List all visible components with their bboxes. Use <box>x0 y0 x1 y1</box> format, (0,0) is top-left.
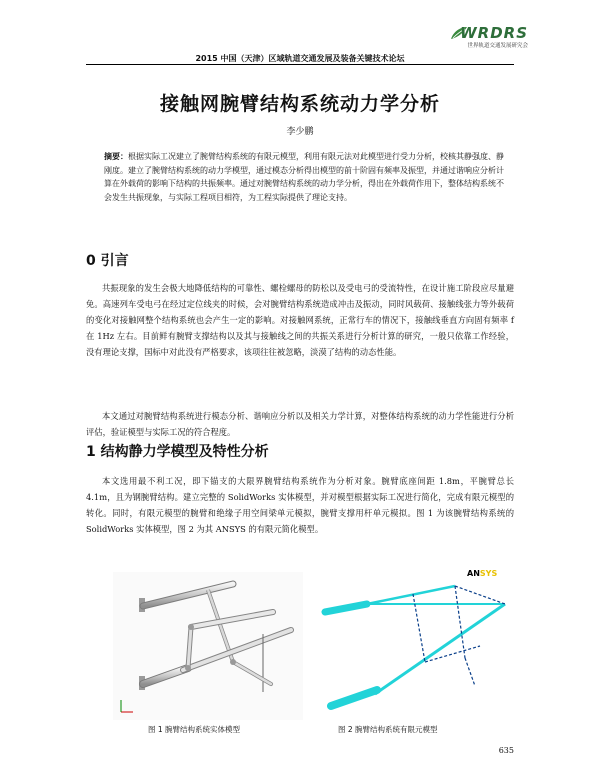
figure-1-caption: 图 1 腕臂结构系统实体模型 <box>148 725 241 734</box>
section-0-paragraph-2: 本文通过对腕臂结构系统进行模态分析、谐响应分析以及相关力学计算，对整体结构系统的动力学性能进行分析评估，验证模型与实际工况的符合程度。 <box>86 411 514 437</box>
page-number: 635 <box>498 746 514 755</box>
wrdrs-logo-subtitle: 世界轨道交通发展研究会 <box>467 43 528 49</box>
abstract-label: 摘要： <box>104 152 128 161</box>
figure-2-caption: 图 2 腕臂结构系统有限元模型 <box>338 725 438 734</box>
paper-title: 接触网腕臂结构系统动力学分析 <box>159 93 440 115</box>
figure-1-solid-model <box>113 572 303 720</box>
figure-2-fem-model <box>305 566 515 716</box>
wrdrs-logo: WRDRS <box>460 24 528 42</box>
section-1-paragraph-1: 本文选用最不利工况，即下锚支的大限界腕臂结构系统作为分析对象。腕臂底座间距 1.8m，平腕臂总长 4.1m，且为钢腕臂结构。建立完整的 SolidWorks 实体模型，并对模型根据实际工况进行简化，完成有限元模型的转化。同时，有限元模型的腕臂和绝缘子用空间梁单元模拟，腕臂支撑用杆单元模拟。图 1 为该腕臂结构系统的 SolidWorks 实体模型，图 2 为其 ANSYS 的有限元简化模型。 <box>86 476 514 534</box>
abstract-text: 根据实际工况建立了腕臂结构系统的有限元模型，利用有限元法对此模型进行受力分析，校核其静强度、静刚度。建立了腕臂结构系统的动力学模型，通过模态分析得出模型的前十阶固有频率及振型，并通过谐响应分析计算在外载荷的影响下结构的共振频率。通过对腕臂结构系统的动力学分析，得出在外载荷作用下，整体结构系统不会发生共振现象，与实际工程项目相符，为工程实际提供了理论支持。 <box>104 152 504 202</box>
ansys-logo: ANSYS <box>467 569 498 578</box>
paper-author: 李少鹏 <box>286 127 314 137</box>
running-head: 2015 中国（天津）区域轨道交通发展及装备关键技术论坛 <box>195 54 405 63</box>
abstract <box>104 150 504 204</box>
section-heading-introduction: 0 引言 <box>86 253 129 269</box>
section-0-paragraph-1: 共振现象的发生会极大地降低结构的可靠性、螺栓螺母的防松以及受电弓的受流特性，在设计施工阶段应尽量避免。高速列车受电弓在经过定位线夹的时候，会对腕臂结构系统造成冲击及振动，同时风载荷、接触线张力等外载荷的变化对接触网整个结构系统也会产生一定的影响。对接触网系统，正常行车的情况下，接触线垂直方向固有频率 f 在 1Hz 左右。目前鲜有腕臂支撑结构以及其与接触线之间的共振关系进行分析计算的研究，一般只依靠工作经验，没有理论支撑，国标中对此没有严格要求，该项往往被忽略，淡漠了结构的动态性能。 <box>86 283 514 357</box>
section-heading-static-model: 1 结构静力学模型及特性分析 <box>86 444 269 460</box>
header-rule <box>86 64 514 65</box>
